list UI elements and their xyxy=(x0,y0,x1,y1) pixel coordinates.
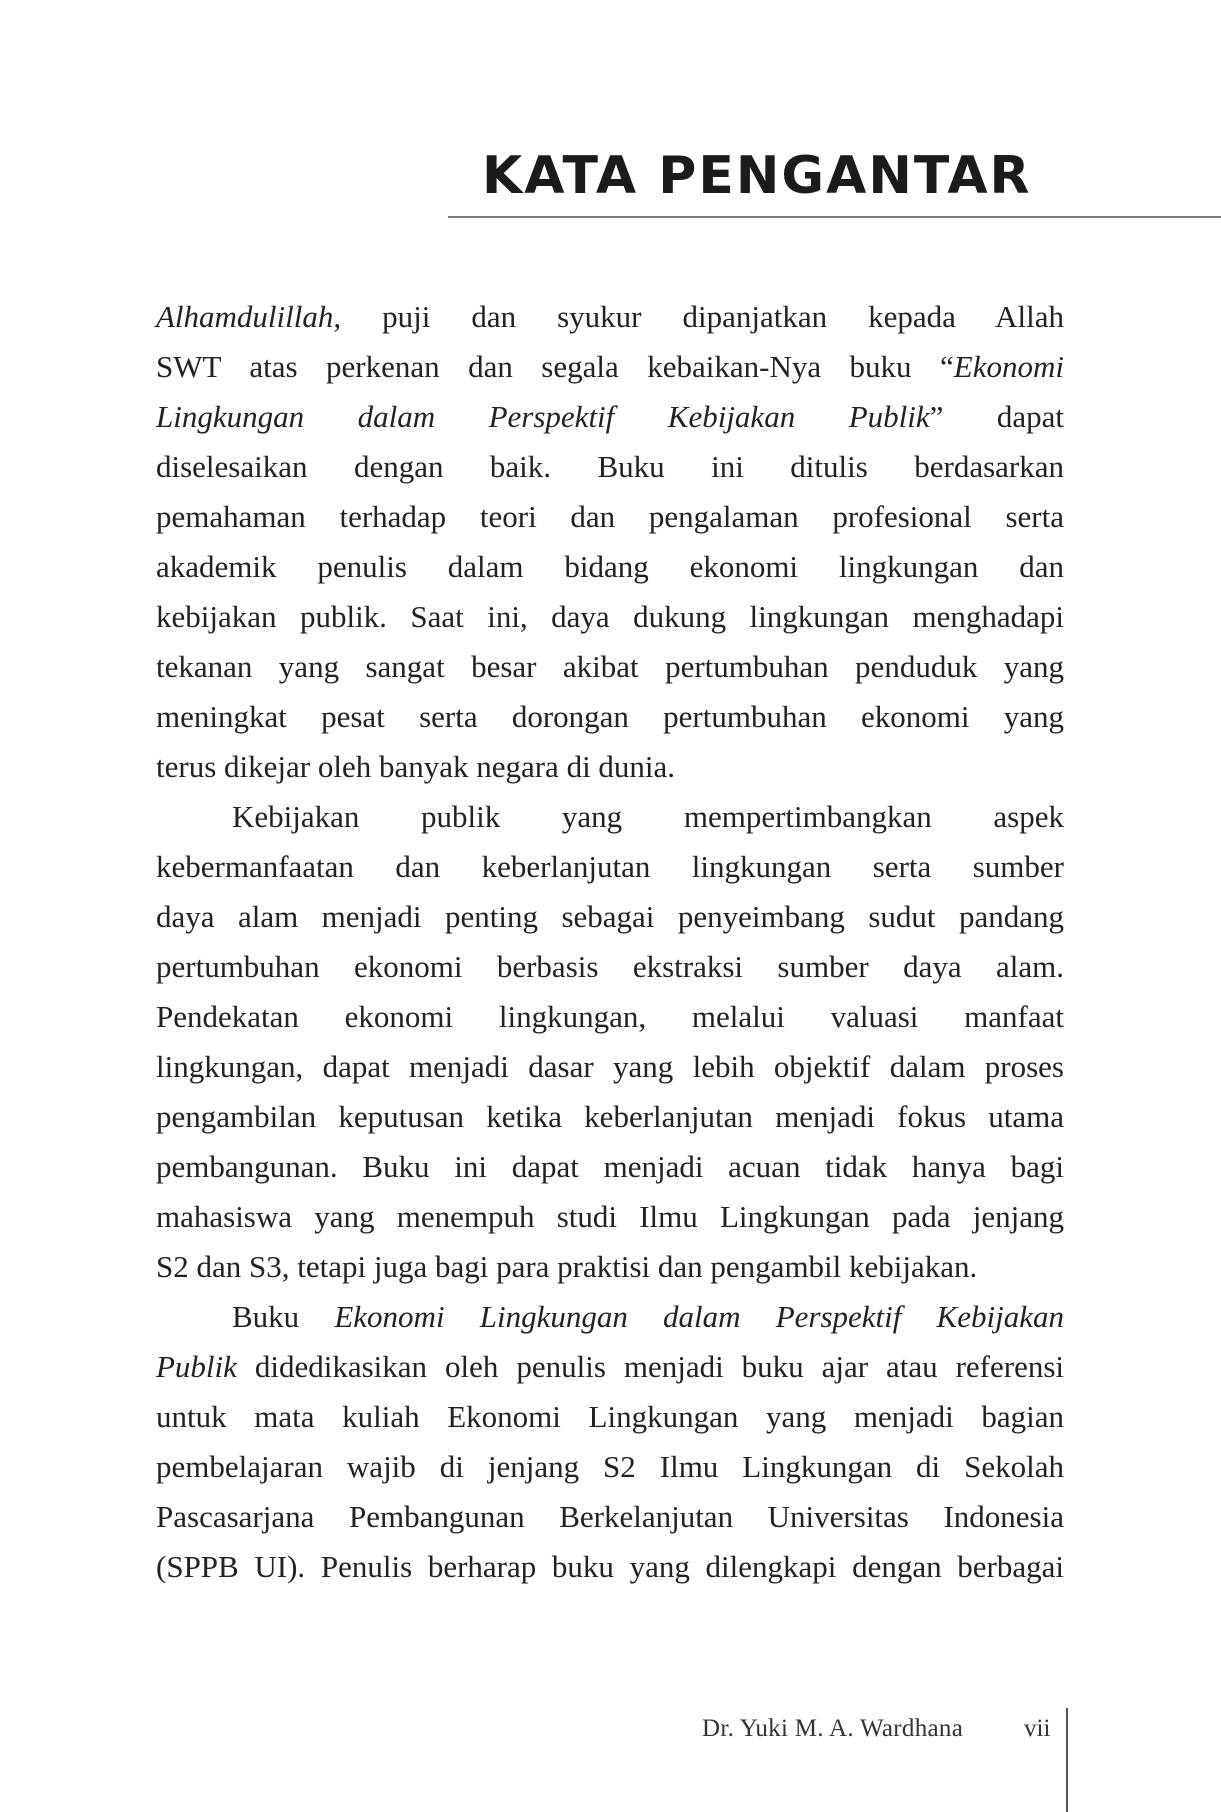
paragraph xyxy=(156,792,1064,1292)
text-run: daya alam menjadi penting sebagai penyeimbang sudut pandang xyxy=(156,899,1064,934)
page-title: KATA PENGANTAR xyxy=(482,146,1032,206)
text-run: pengambilan keputusan ketika keberlanjutan menjadi fokus utama xyxy=(156,1099,1064,1134)
text-line xyxy=(156,1542,1064,1592)
text-line xyxy=(156,992,1064,1042)
title-underline xyxy=(448,216,1221,218)
text-run: lingkungan, dapat menjadi dasar yang lebih objektif dalam proses xyxy=(156,1049,1064,1084)
text-run: puji dan syukur dipanjatkan kepada Allah xyxy=(341,299,1064,334)
paragraph xyxy=(156,292,1064,792)
text-run: S2 dan S3, tetapi juga bagi para praktisi dan pengambil kebijakan. xyxy=(156,1249,978,1284)
paragraph xyxy=(156,1292,1064,1592)
text-run: Pendekatan ekonomi lingkungan, melalui valuasi manfaat xyxy=(156,999,1064,1034)
text-line xyxy=(156,1292,1064,1342)
text-line xyxy=(156,1342,1064,1392)
text-run: Kebijakan publik yang mempertimbangkan aspek xyxy=(232,799,1064,834)
text-run: Buku xyxy=(232,1299,335,1334)
text-run: terus dikejar oleh banyak negara di dunia. xyxy=(156,749,676,784)
italic-text: Publik xyxy=(156,1349,237,1384)
text-line xyxy=(156,1092,1064,1142)
text-run: SWT atas perkenan dan segala kebaikan-Nya buku “ xyxy=(156,349,954,384)
text-line xyxy=(156,842,1064,892)
text-line xyxy=(156,542,1064,592)
text-run: untuk mata kuliah Ekonomi Lingkungan yang menjadi bagian xyxy=(156,1399,1064,1434)
text-run: pembangunan. Buku ini dapat menjadi acuan tidak hanya bagi xyxy=(156,1149,1064,1184)
text-line xyxy=(156,792,1064,842)
text-run: tekanan yang sangat besar akibat pertumbuhan penduduk yang xyxy=(156,649,1064,684)
text-line xyxy=(156,442,1064,492)
italic-text: Ekonomi Lingkungan dalam Perspektif Kebijakan xyxy=(334,1299,1064,1334)
text-line xyxy=(156,942,1064,992)
text-run: kebermanfaatan dan keberlanjutan lingkungan serta sumber xyxy=(156,849,1064,884)
text-line xyxy=(156,1392,1064,1442)
italic-text: Ekonomi xyxy=(953,349,1064,384)
text-line xyxy=(156,1192,1064,1242)
text-run: mahasiswa yang menempuh studi Ilmu Lingkungan pada jenjang xyxy=(156,1199,1064,1234)
text-run: meningkat pesat serta dorongan pertumbuhan ekonomi yang xyxy=(156,699,1064,734)
text-line xyxy=(156,1042,1064,1092)
italic-text: Lingkungan dalam Perspektif Kebijakan Publik xyxy=(156,399,930,434)
text-run: didedikasikan oleh penulis menjadi buku ajar atau referensi xyxy=(236,1349,1064,1384)
text-run: akademik penulis dalam bidang ekonomi lingkungan dan xyxy=(156,549,1064,584)
text-line xyxy=(156,1142,1064,1192)
text-line xyxy=(156,1242,1064,1292)
text-line xyxy=(156,892,1064,942)
text-line xyxy=(156,1442,1064,1492)
text-line xyxy=(156,342,1064,392)
text-run: pertumbuhan ekonomi berbasis ekstraksi sumber daya alam. xyxy=(156,949,1064,984)
footer-divider xyxy=(1066,1708,1068,1812)
text-line xyxy=(156,692,1064,742)
text-run: ” dapat xyxy=(929,399,1065,434)
text-run: kebijakan publik. Saat ini, daya dukung lingkungan menghadapi xyxy=(156,599,1064,634)
text-run: pemahaman terhadap teori dan pengalaman profesional serta xyxy=(156,499,1064,534)
text-line xyxy=(156,592,1064,642)
text-run: (SPPB UI). Penulis berharap buku yang dilengkapi dengan berbagai xyxy=(156,1549,1064,1584)
text-line xyxy=(156,392,1064,442)
page-number: vii xyxy=(1024,1715,1051,1742)
text-run: diselesaikan dengan baik. Buku ini ditulis berdasarkan xyxy=(156,449,1064,484)
text-line xyxy=(156,492,1064,542)
text-line xyxy=(156,642,1064,692)
text-line xyxy=(156,1492,1064,1542)
text-run: pembelajaran wajib di jenjang S2 Ilmu Lingkungan di Sekolah xyxy=(156,1449,1064,1484)
text-line xyxy=(156,292,1064,342)
text-run: Pascasarjana Pembangunan Berkelanjutan Universitas Indonesia xyxy=(156,1499,1064,1534)
body-text xyxy=(156,292,1064,1592)
text-line xyxy=(156,742,1064,792)
footer-author: Dr. Yuki M. A. Wardhana xyxy=(702,1715,964,1742)
italic-text: Alhamdulillah, xyxy=(156,299,342,334)
